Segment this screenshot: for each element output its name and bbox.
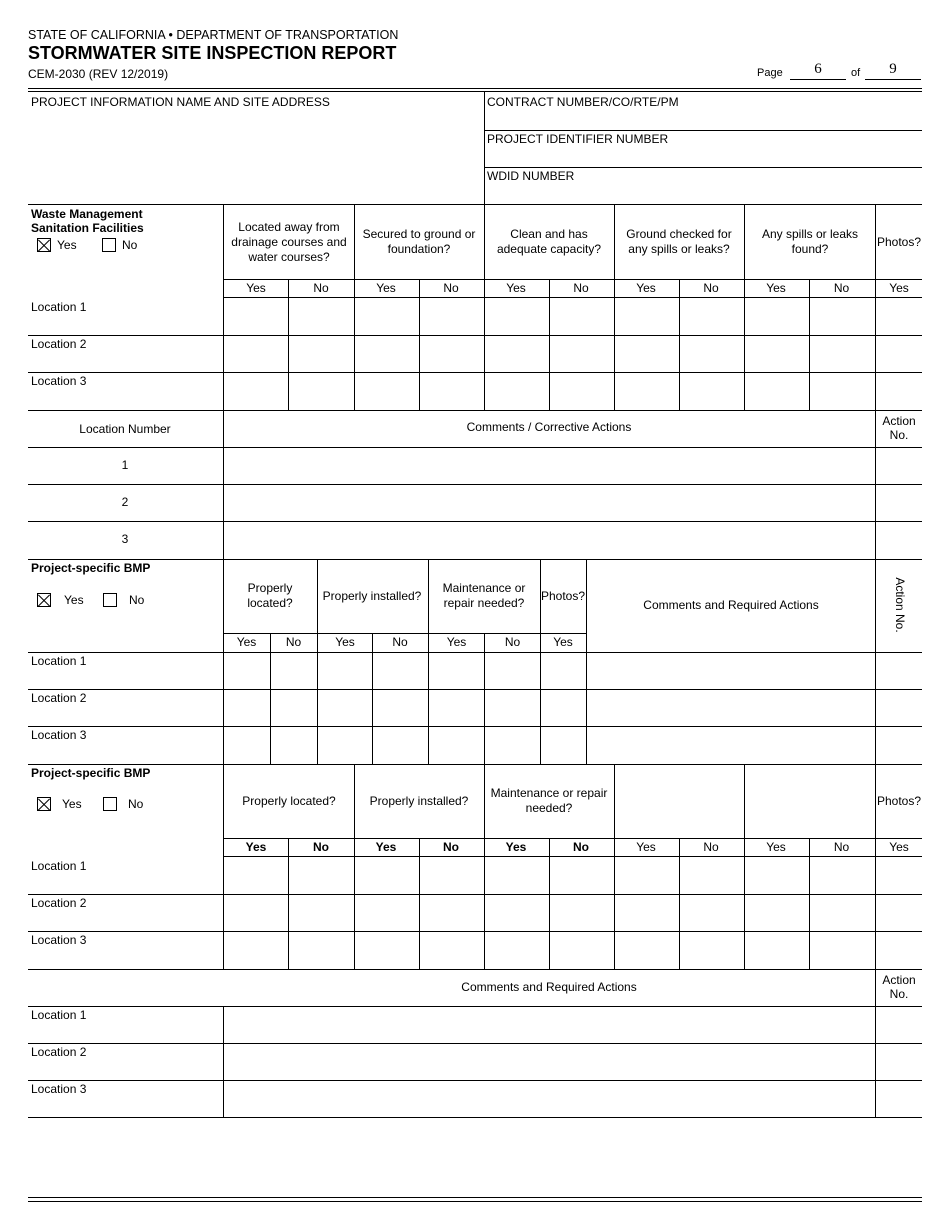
bmp2-yn-label: No: [313, 839, 329, 854]
project-identifier-label: PROJECT IDENTIFIER NUMBER: [487, 132, 669, 146]
waste-location-label: Location 2: [31, 337, 87, 351]
bmp1-yn-label: Yes: [335, 634, 355, 649]
waste-col-photos: Photos?: [876, 234, 922, 249]
waste-col-located: Located away from drainage courses and water courses?: [231, 219, 347, 264]
page-number-field[interactable]: 6: [814, 61, 822, 77]
page-label: Page: [757, 67, 783, 79]
bmp2-col-located: Properly located?: [242, 793, 336, 808]
waste-col-secured: Secured to ground or foundation?: [362, 227, 476, 256]
waste-col-spills: Any spills or leaks found?: [761, 227, 859, 256]
project-identifier-field[interactable]: [485, 146, 922, 166]
bmp2-col-installed: Properly installed?: [369, 793, 469, 808]
page-total-field[interactable]: 9: [889, 61, 897, 77]
bmp2-yn-label: No: [703, 839, 719, 854]
bmp1-yn-label: Yes: [553, 634, 573, 649]
bmp2-comment-location: Location 2: [31, 1045, 87, 1059]
waste-yes-label: Yes: [57, 238, 77, 252]
bmp1-location-label: Location 3: [31, 728, 87, 742]
waste-yn-label: No: [313, 281, 329, 295]
project-info-field[interactable]: [28, 108, 483, 204]
bmp1-col-photos: Photos?: [540, 588, 586, 603]
bmp2-location-label: Location 2: [31, 896, 87, 910]
waste-location-label: Location 3: [31, 374, 87, 388]
bmp1-title: Project-specific BMP: [31, 561, 151, 575]
form-title: STORMWATER SITE INSPECTION REPORT: [28, 43, 397, 63]
location-number: 3: [121, 532, 129, 546]
bmp2-yn-label: Yes: [636, 839, 656, 854]
bmp1-yn-label: No: [285, 634, 302, 649]
bmp1-location-label: Location 1: [31, 654, 87, 668]
bmp2-yn-label: Yes: [889, 839, 909, 854]
bmp2-comment-location: Location 1: [31, 1008, 87, 1022]
bmp2-no-label: No: [128, 797, 144, 811]
waste-location-label: Location 1: [31, 300, 87, 314]
bmp2-col-maintenance: Maintenance or repair needed?: [490, 786, 608, 815]
bmp1-yes-checkbox[interactable]: [37, 593, 51, 607]
bmp1-location-label: Location 2: [31, 691, 87, 705]
waste-no-checkbox[interactable]: [102, 238, 116, 252]
bmp2-no-checkbox[interactable]: [103, 797, 117, 811]
contract-number-label: CONTRACT NUMBER/CO/RTE/PM: [487, 95, 679, 109]
contract-number-field[interactable]: [485, 108, 922, 129]
bmp1-yn-label: No: [392, 634, 408, 649]
waste-title-line2: Sanitation Facilities: [31, 221, 144, 235]
bmp2-yn-label: Yes: [245, 839, 267, 854]
waste-yn-label: Yes: [506, 281, 526, 295]
location-number: 1: [121, 458, 129, 472]
waste-title-line1: Waste Management: [31, 207, 143, 221]
bmp2-yn-label: No: [443, 839, 459, 854]
bmp2-yes-checkbox[interactable]: [37, 797, 51, 811]
waste-yn-label: Yes: [246, 281, 266, 295]
bmp1-no-checkbox[interactable]: [103, 593, 117, 607]
bmp2-yn-label: No: [573, 839, 589, 854]
form-id: CEM-2030 (REV 12/2019): [28, 67, 169, 81]
bmp1-yn-label: No: [504, 634, 521, 649]
bmp1-yes-label: Yes: [64, 593, 84, 607]
bmp1-col-maintenance: Maintenance or repair needed?: [442, 581, 526, 610]
bmp2-comment-location: Location 3: [31, 1082, 87, 1096]
bmp1-yn-label: Yes: [236, 634, 257, 649]
bmp1-col-located: Properly located?: [247, 581, 293, 610]
bmp2-col-photos: Photos?: [876, 793, 922, 808]
bmp1-comments-header: Comments and Required Actions: [643, 597, 819, 612]
waste-col-ground: Ground checked for any spills or leaks?: [626, 227, 732, 256]
wdid-number-label: WDID NUMBER: [487, 169, 575, 183]
waste-yn-label: No: [703, 281, 719, 295]
wdid-number-field[interactable]: [485, 183, 922, 203]
waste-yn-label: Yes: [766, 281, 786, 295]
bmp2-yes-label: Yes: [62, 797, 82, 811]
bmp1-no-label: No: [129, 593, 145, 607]
action-no-header: Action No.: [882, 414, 916, 442]
bmp2-location-label: Location 1: [31, 859, 87, 873]
bmp2-action-no-header: Action No.: [882, 973, 916, 1001]
waste-no-label: No: [122, 238, 138, 252]
waste-yes-checkbox[interactable]: [37, 238, 51, 252]
waste-yn-label: No: [573, 281, 589, 295]
waste-yn-label: No: [833, 281, 850, 295]
of-label: of: [851, 67, 861, 79]
bmp1-yn-label: Yes: [446, 634, 467, 649]
bmp2-comments-header: Comments and Required Actions: [461, 979, 637, 994]
bmp2-yn-label: Yes: [505, 839, 527, 854]
waste-yn-label: Yes: [636, 281, 656, 295]
bmp2-yn-label: Yes: [766, 839, 786, 854]
bmp2-location-label: Location 3: [31, 933, 87, 947]
location-number: 2: [121, 495, 129, 509]
project-info-label: PROJECT INFORMATION NAME AND SITE ADDRESS: [31, 95, 330, 109]
waste-yn-label: No: [443, 281, 459, 295]
waste-yn-label: Yes: [889, 281, 909, 295]
bmp1-col-installed: Properly installed?: [322, 588, 422, 603]
agency-line: STATE OF CALIFORNIA • DEPARTMENT OF TRANSPORTATION: [28, 28, 399, 42]
waste-yn-label: Yes: [376, 281, 396, 295]
bmp2-yn-label: No: [833, 839, 850, 854]
bmp2-title: Project-specific BMP: [31, 766, 151, 780]
waste-col-clean: Clean and has adequate capacity?: [496, 227, 602, 256]
comments-corrective-header: Comments / Corrective Actions: [466, 419, 632, 434]
location-number-header: Location Number: [79, 421, 171, 436]
bmp1-action-no-header: Action No.: [893, 577, 908, 633]
bmp2-yn-label: Yes: [375, 839, 397, 854]
